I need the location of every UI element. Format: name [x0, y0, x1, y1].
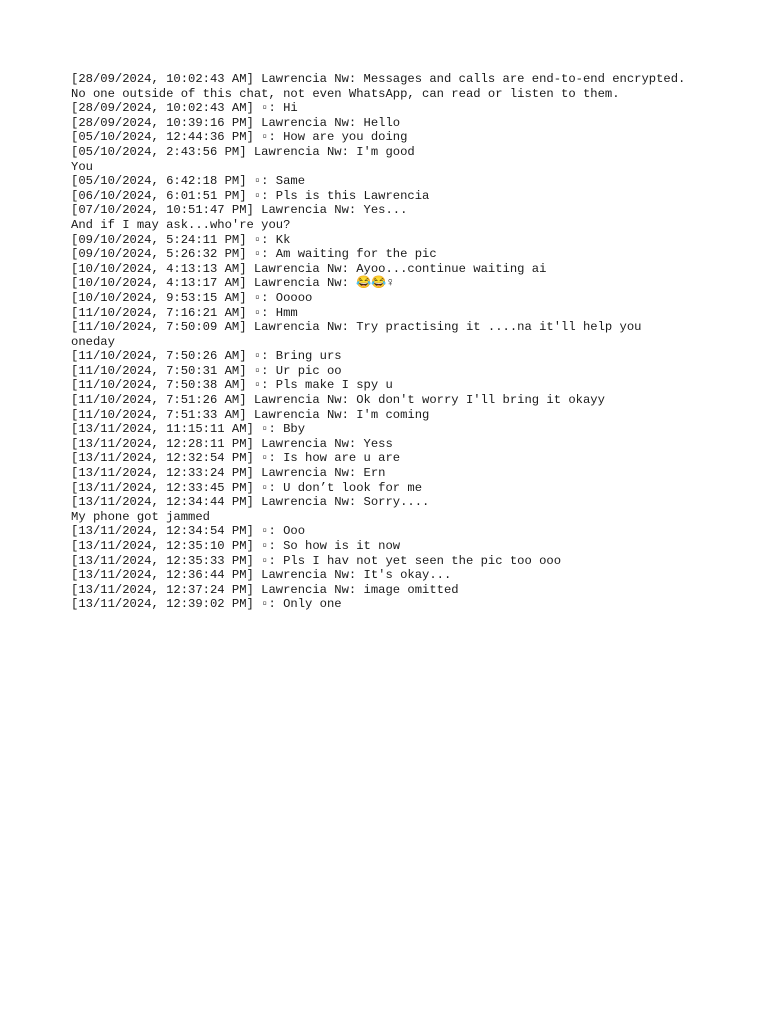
chat-message: [11/10/2024, 7:50:09 AM] Lawrencia Nw: Try practising it ....na it'll help you oneday	[71, 320, 649, 349]
chat-message: [13/11/2024, 12:28:11 PM] Lawrencia Nw: Yess	[71, 436, 393, 451]
chat-message: [28/09/2024, 10:02:43 AM] Lawrencia Nw: Messages and calls are end-to-end encrypted. No one outside of this chat, not even WhatsApp, can read or listen to them.	[71, 72, 693, 101]
chat-message: [07/10/2024, 10:51:47 PM] Lawrencia Nw: Yes... And if I may ask...who're you?	[71, 203, 408, 232]
chat-message: [28/09/2024, 10:39:16 PM] Lawrencia Nw: Hello	[71, 115, 401, 130]
chat-message: [13/11/2024, 12:36:44 PM] Lawrencia Nw: It's okay...	[71, 568, 452, 583]
chat-message: [10/10/2024, 9:53:15 AM] ▫: Ooooo	[71, 290, 313, 305]
chat-message: [13/11/2024, 11:15:11 AM] ▫: Bby	[71, 422, 306, 437]
chat-message: [13/11/2024, 12:34:54 PM] ▫: Ooo	[71, 524, 306, 539]
chat-message: [10/10/2024, 4:13:13 AM] Lawrencia Nw: Ayoo...continue waiting ai	[71, 261, 547, 276]
chat-message: [13/11/2024, 12:33:45 PM] ▫: U don’t look for me	[71, 480, 423, 495]
chat-message: [13/11/2024, 12:34:44 PM] Lawrencia Nw: Sorry.... My phone got jammed	[71, 495, 430, 524]
chat-transcript	[71, 72, 691, 612]
chat-message: [06/10/2024, 6:01:51 PM] ▫: Pls is this Lawrencia	[71, 188, 430, 203]
chat-message: [13/11/2024, 12:35:33 PM] ▫: Pls I hav not yet seen the pic too ooo	[71, 553, 562, 568]
chat-message: [13/11/2024, 12:39:02 PM] ▫: Only one	[71, 597, 342, 612]
chat-message: [13/11/2024, 12:37:24 PM] Lawrencia Nw: image omitted	[71, 582, 459, 597]
chat-message: [13/11/2024, 12:35:10 PM] ▫: So how is it now	[71, 539, 401, 553]
chat-message: [09/10/2024, 5:24:11 PM] ▫: Kk	[71, 232, 291, 247]
chat-message: [10/10/2024, 4:13:17 AM] Lawrencia Nw: 😂😂♀	[71, 276, 394, 291]
chat-message: [11/10/2024, 7:51:26 AM] Lawrencia Nw: Ok don't worry I'll bring it okayy	[71, 393, 605, 408]
chat-message: [28/09/2024, 10:02:43 AM] ▫: Hi	[71, 101, 298, 116]
chat-message: [11/10/2024, 7:50:38 AM] ▫: Pls make I spy u	[71, 378, 393, 393]
chat-message: [11/10/2024, 7:50:26 AM] ▫: Bring urs	[71, 349, 342, 364]
chat-message: [11/10/2024, 7:51:33 AM] Lawrencia Nw: I'm coming	[71, 407, 430, 422]
chat-message: [05/10/2024, 2:43:56 PM] Lawrencia Nw: I'm good You	[71, 144, 415, 174]
chat-message: [05/10/2024, 12:44:36 PM] ▫: How are you doing	[71, 130, 408, 145]
chat-message: [09/10/2024, 5:26:32 PM] ▫: Am waiting for the pic	[71, 247, 437, 262]
chat-message: [13/11/2024, 12:32:54 PM] ▫: Is how are u are	[71, 451, 401, 466]
chat-message: [11/10/2024, 7:50:31 AM] ▫: Ur pic oo	[71, 363, 342, 378]
chat-message: [11/10/2024, 7:16:21 AM] ▫: Hmm	[71, 305, 298, 320]
chat-message: [05/10/2024, 6:42:18 PM] ▫: Same	[71, 174, 306, 189]
chat-message: [13/11/2024, 12:33:24 PM] Lawrencia Nw: Ern	[71, 466, 386, 481]
